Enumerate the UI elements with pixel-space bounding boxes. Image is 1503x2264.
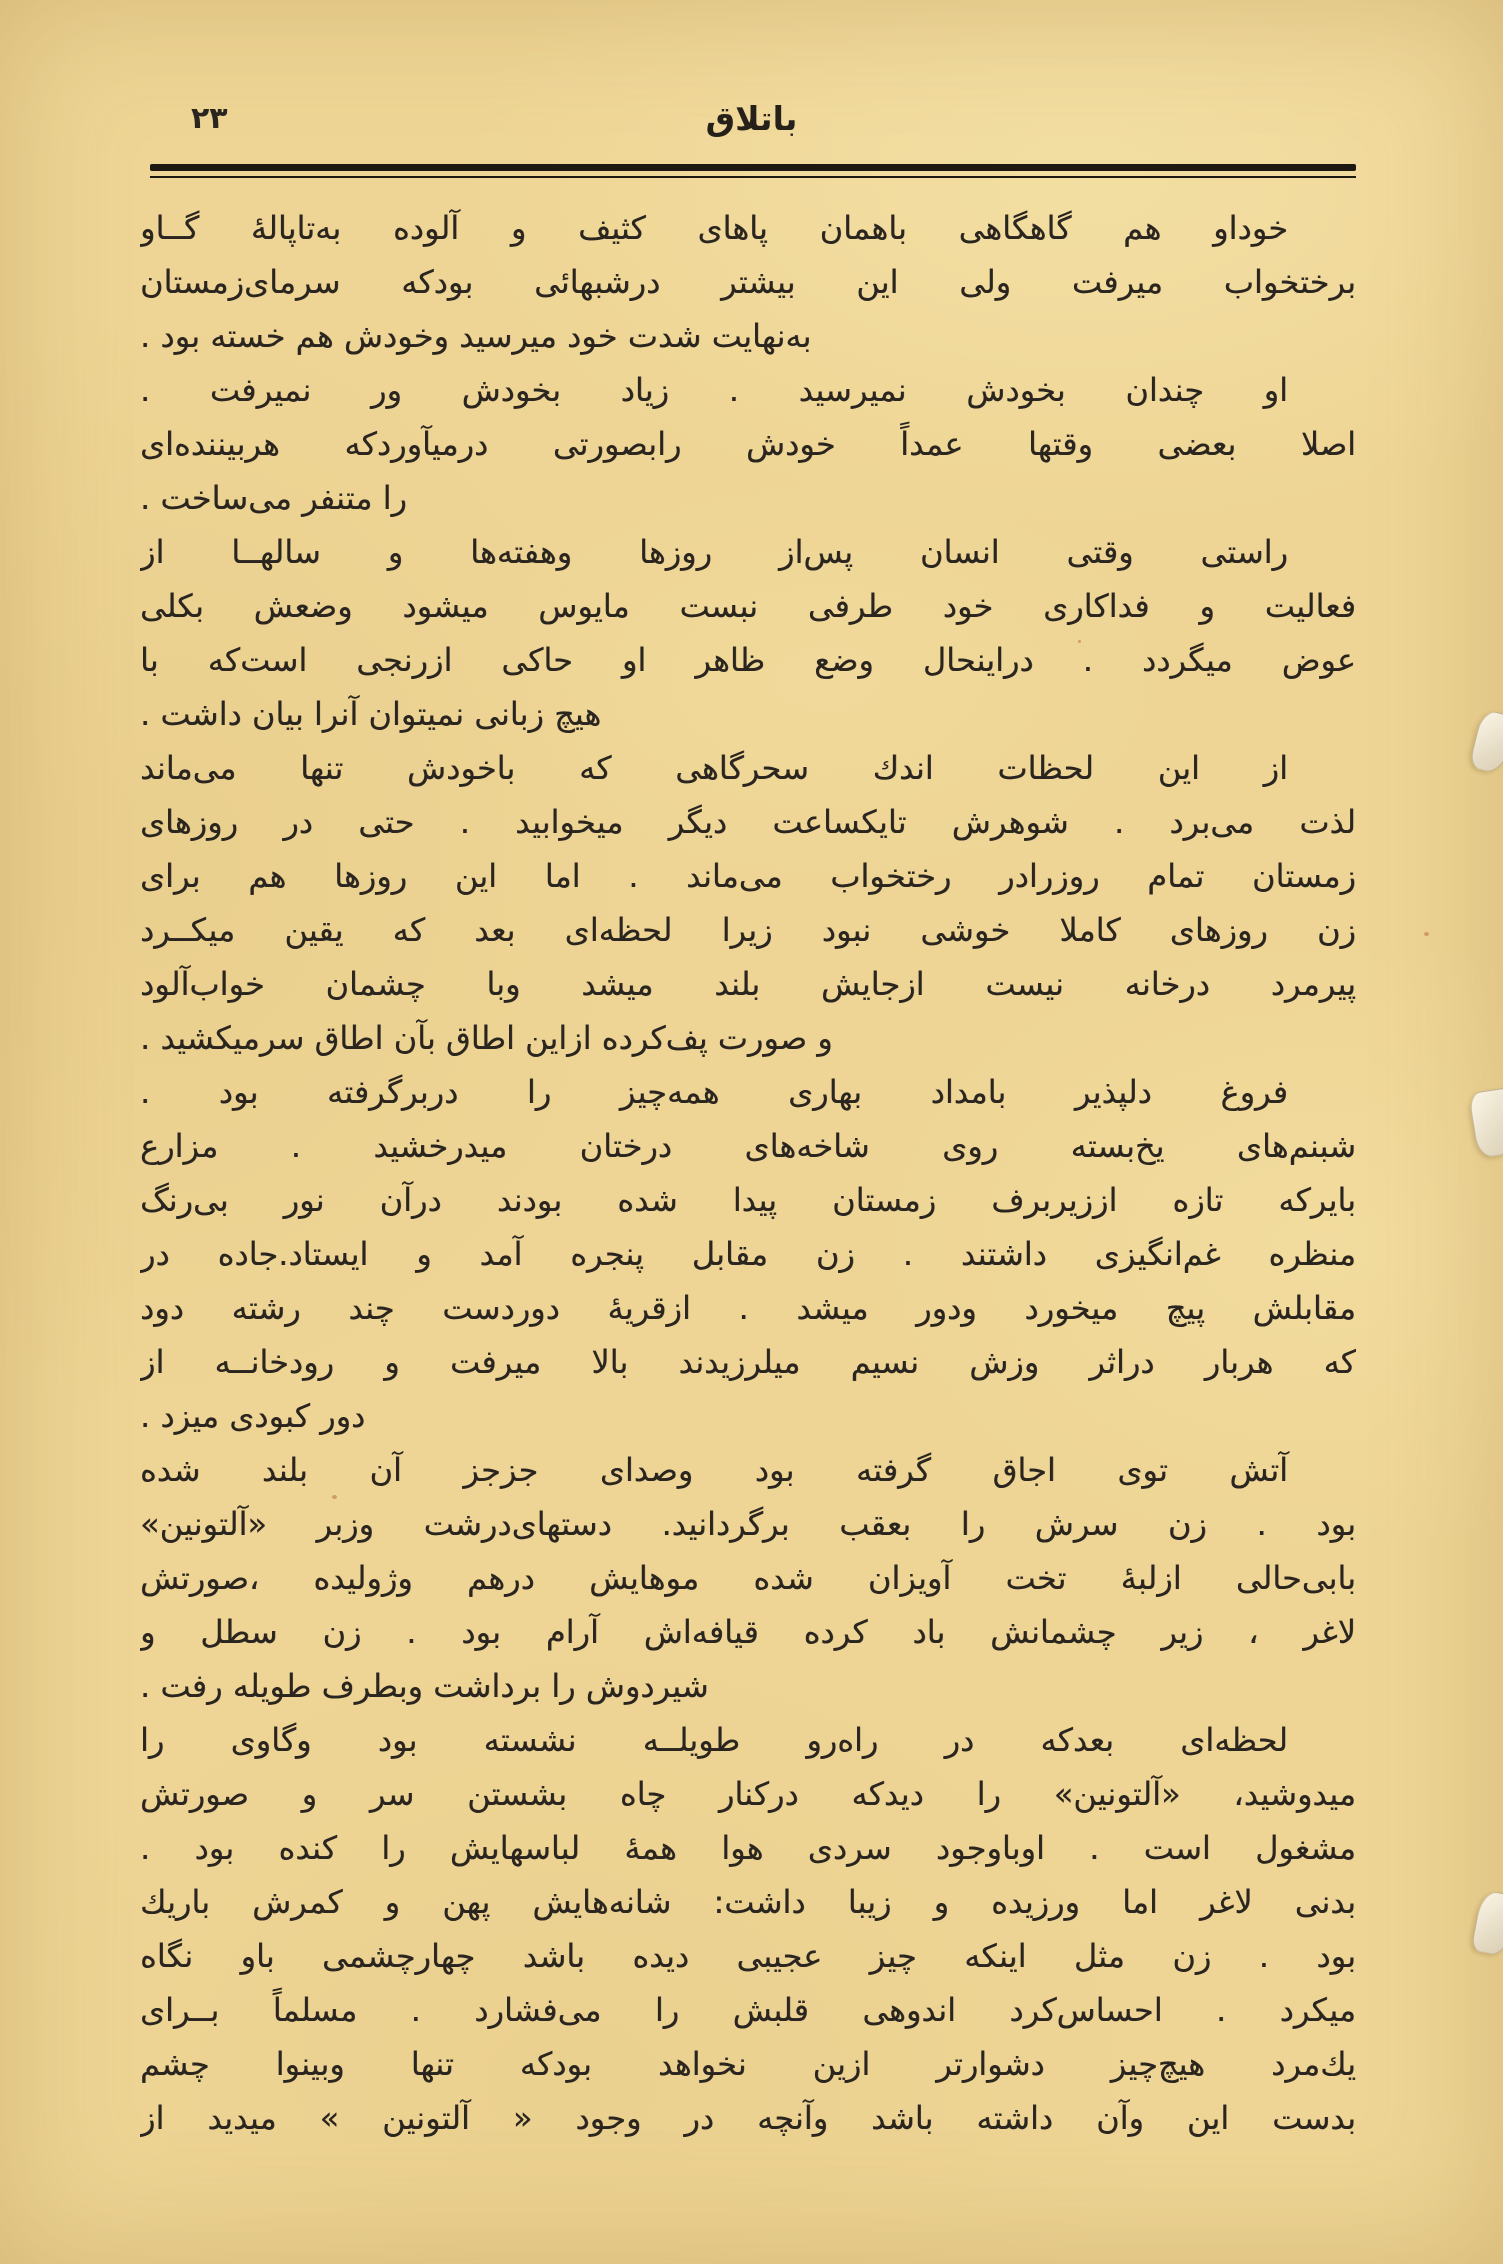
paragraph	[140, 741, 1356, 1065]
paper-damage-mark	[1468, 709, 1503, 776]
paper-damage-mark	[1468, 1087, 1503, 1158]
text-line: هیچ زبانی نمیتوان آنرا بیان داشت .	[140, 695, 602, 733]
text-line: عوض میگردد . دراینحال وضع ظاهر او حاکی ازرنجی است‌که با	[140, 641, 1356, 679]
paragraph	[140, 1443, 1356, 1713]
paragraph	[140, 525, 1356, 741]
header-rule-thick-line	[150, 164, 1356, 171]
text-line: مقابلش پیچ میخورد ودور میشد . ازقریۀ دوردست چند رشته دود	[140, 1289, 1356, 1327]
text-line: لاغر ، زیر چشمانش باد کرده قیافه‌اش آرام بود . زن سطل و	[140, 1613, 1356, 1651]
page-number: ۲۳	[191, 101, 228, 136]
text-line: به‌نهایت شدت خود میرسید وخودش هم خسته بود .	[140, 317, 812, 355]
text-line: و صورت پف‌کرده ازاین اطاق بآن اطاق سرمیکشید .	[140, 1019, 833, 1057]
header-rule	[150, 164, 1356, 178]
text-line: فعالیت و فداکاری خود طرفی نبست مایوس میشود وضعش بکلی	[140, 587, 1356, 625]
text-line: بابی‌حالی ازلبۀ تخت آویزان شده موهایش درهم وژولیده ،صورتش	[140, 1559, 1356, 1597]
text-line: لذت می‌برد . شوهرش تایکساعت دیگر میخوابید . حتی در روزهای	[140, 803, 1356, 841]
text-line: را متنفر می‌ساخت .	[140, 479, 407, 517]
body-text	[140, 201, 1356, 2145]
text-line: فروغ دلپذیر بامداد بهاری همه‌چیز را دربرگرفته بود .	[140, 1073, 1288, 1111]
text-line: بدست این وآن داشته باشد وآنچه در وجود « آلتونین » میدید از	[140, 2099, 1356, 2137]
text-line: بدنی لاغر اما ورزیده و زیبا داشت: شانه‌هایش پهن و کمرش باریك	[140, 1883, 1356, 1921]
text-line: یك‌مرد هیچ‌چیز دشوارتر ازین نخواهد بودکه تنها وبینوا چشم	[140, 2045, 1356, 2083]
text-line: میدوشید، «آلتونین» را دیدکه درکنار چاه بشستن سر و صورتش	[140, 1775, 1356, 1813]
paragraph	[140, 363, 1356, 525]
text-line: لحظه‌ای بعدکه در راه‌رو طویلــه نشسته بود وگاوی را	[140, 1721, 1288, 1759]
page-title: باتلاق	[705, 99, 798, 138]
text-line: دور کبودی میزد .	[140, 1397, 366, 1435]
text-line: راستی وقتی انسان پس‌از روزها وهفته‌ها و سالهــا از	[140, 533, 1288, 571]
text-line: زن روزهای کاملا خوشی نبود زیرا لحظه‌ای بعد که یقین میکــرد	[140, 911, 1356, 949]
text-line: که هربار دراثر وزش نسیم میلرزیدند بالا میرفت و رودخانــه از	[140, 1343, 1356, 1381]
paper-speck	[1424, 932, 1429, 936]
text-line: مشغول است . اوباوجود سردی هوا همۀ لباسهایش را کنده بود .	[140, 1829, 1356, 1867]
text-line: از این لحظات اندك سحرگاهی که باخودش تنها می‌ماند	[140, 749, 1288, 787]
text-line: منظره غم‌انگیزی داشتند . زن مقابل پنجره آمد و ایستاد.جاده در	[140, 1235, 1356, 1273]
text-line: بایرکه تازه اززیربرف زمستان پیدا شده بودند درآن نور بی‌رنگ	[140, 1181, 1356, 1219]
text-line: زمستان تمام روزرادر رختخواب می‌ماند . اما این روزها هم برای	[140, 857, 1356, 895]
text-line: او چندان بخودش نمیرسید . زیاد بخودش ور نمیرفت .	[140, 371, 1288, 409]
text-line: شیردوش را برداشت وبطرف طویله رفت .	[140, 1667, 709, 1705]
paragraph	[140, 201, 1356, 363]
text-line: میکرد . احساس‌کرد اندوهی قلبش را می‌فشارد . مسلماً بــرای	[140, 1991, 1356, 2029]
paragraph	[140, 1713, 1356, 2145]
text-line: اصلا بعضی وقتها عمداً خودش رابصورتی درمیآوردکه هربیننده‌ای	[140, 425, 1356, 463]
paragraph	[140, 1065, 1356, 1443]
text-line: بود . زن سرش را بعقب برگردانید. دستهای‌درشت وزبر «آلتونین»	[140, 1505, 1356, 1543]
text-line: برختخواب میرفت ولی این بیشتر درشبهائی بودکه سرمای‌زمستان	[140, 263, 1356, 301]
text-line: آتش توی اجاق گرفته بود وصدای جزجز آن بلند شده	[140, 1451, 1288, 1489]
paper-speck	[1078, 640, 1081, 643]
text-line: پیرمرد درخانه نیست ازجایش بلند میشد وبا چشمان خواب‌آلود	[140, 965, 1356, 1003]
paper-damage-mark	[1470, 1889, 1503, 1957]
text-line: بود . زن مثل اینکه چیز عجیبی دیده باشد چهارچشمی باو نگاه	[140, 1937, 1356, 1975]
paper-speck	[332, 1495, 337, 1499]
text-line: خوداو هم گاهگاهی باهمان پاهای کثیف و آلوده به‌تاپالۀ گــاو	[140, 209, 1288, 247]
header-rule-thin-line	[150, 176, 1356, 178]
text-line: شبنم‌های یخ‌بسته روی شاخه‌های درختان میدرخشید . مزارع	[140, 1127, 1356, 1165]
